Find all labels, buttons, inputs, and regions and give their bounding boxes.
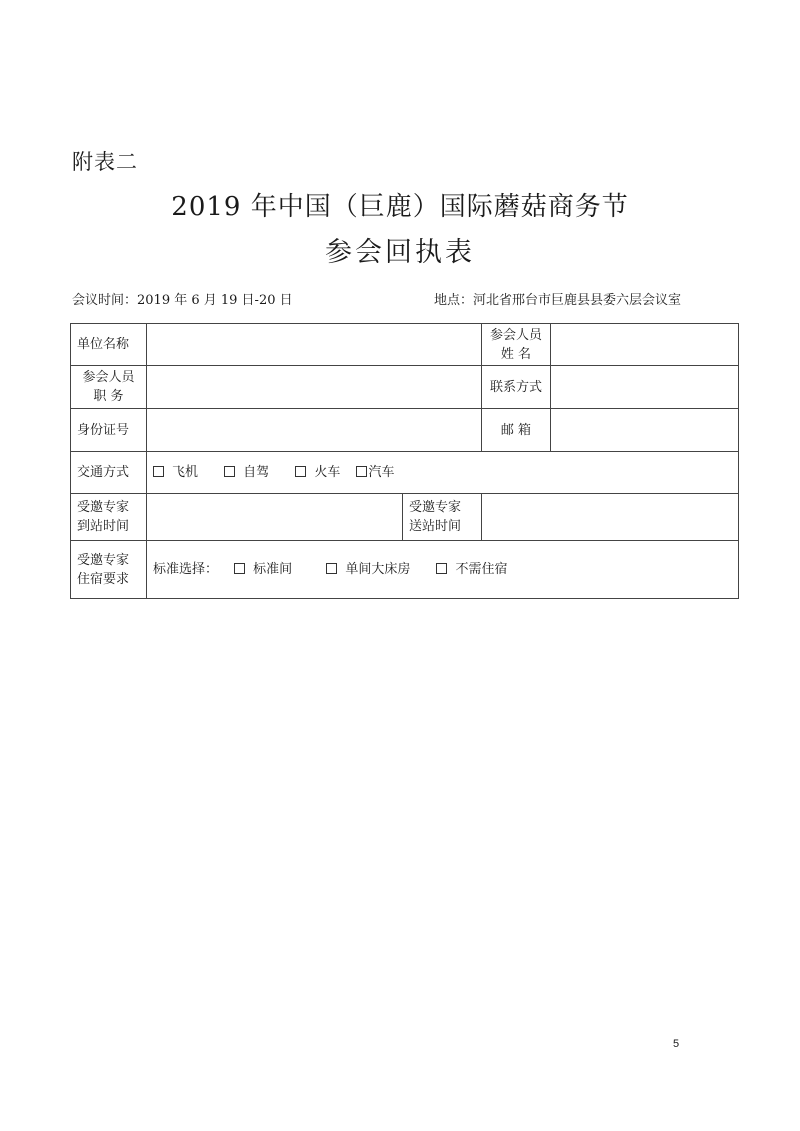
lodging-option-label: 单间大床房 bbox=[345, 562, 411, 577]
contact-field[interactable] bbox=[551, 366, 739, 409]
id-number-label: 身份证号 bbox=[71, 409, 147, 452]
form-row-transport bbox=[71, 452, 739, 494]
transport-option-train[interactable] bbox=[295, 463, 340, 482]
arrival-time-label-line2: 到站时间 bbox=[77, 519, 130, 534]
transport-option-label: 自驾 bbox=[243, 465, 270, 480]
checkbox-icon[interactable] bbox=[436, 563, 447, 574]
form-row-position bbox=[71, 366, 739, 409]
id-number-field[interactable] bbox=[147, 409, 482, 452]
arrival-time-label-line1: 受邀专家 bbox=[77, 500, 130, 515]
transport-options bbox=[147, 452, 739, 494]
lodging-label-line1: 受邀专家 bbox=[77, 552, 130, 568]
departure-time-field[interactable] bbox=[482, 494, 739, 541]
attendee-name-label-line1: 参会人员 bbox=[489, 327, 542, 343]
attendee-name-label bbox=[482, 324, 551, 366]
arrival-time-field[interactable] bbox=[147, 494, 403, 541]
attendee-position-field[interactable] bbox=[147, 366, 482, 409]
checkbox-icon[interactable] bbox=[295, 466, 306, 477]
transport-option-plane[interactable] bbox=[153, 463, 198, 482]
transport-option-drive[interactable] bbox=[224, 463, 269, 482]
email-label: 邮 箱 bbox=[482, 409, 551, 452]
checkbox-icon[interactable] bbox=[326, 563, 337, 574]
checkbox-icon[interactable] bbox=[234, 563, 245, 574]
attendee-name-label-line2: 姓 名 bbox=[500, 346, 532, 362]
transport-option-label: 火车 bbox=[314, 465, 341, 480]
meeting-time: 会议时间：2019 年 6 月 19 日-20 日 bbox=[72, 293, 293, 308]
attendee-position-label bbox=[71, 366, 147, 409]
unit-name-label: 单位名称 bbox=[71, 324, 147, 366]
page-number: 5 bbox=[673, 1038, 680, 1050]
unit-name-field[interactable] bbox=[147, 324, 482, 366]
lodging-label-line2: 住宿要求 bbox=[77, 571, 130, 587]
transport-option-label: 飞机 bbox=[172, 465, 199, 480]
attendee-position-label-line2: 职 务 bbox=[93, 389, 124, 404]
departure-time-label bbox=[403, 494, 482, 541]
form-row-pickup bbox=[71, 494, 739, 541]
lodging-label bbox=[71, 541, 147, 599]
checkbox-icon[interactable] bbox=[356, 466, 367, 477]
transport-option-label: 汽车 bbox=[368, 465, 395, 480]
checkbox-icon[interactable] bbox=[153, 466, 164, 477]
meeting-location: 地点：河北省邢台市巨鹿县县委六层会议室 bbox=[434, 293, 682, 308]
lodging-option-label: 标准间 bbox=[253, 562, 293, 577]
lodging-option-standard[interactable] bbox=[234, 560, 292, 579]
attendee-name-field[interactable] bbox=[551, 324, 739, 366]
contact-label: 联系方式 bbox=[482, 366, 551, 409]
lodging-options bbox=[147, 541, 739, 599]
lodging-option-single[interactable] bbox=[326, 560, 410, 579]
form-row-id bbox=[71, 409, 739, 452]
form-row-lodging bbox=[71, 541, 739, 599]
arrival-time-label bbox=[71, 494, 147, 541]
form-row-unit bbox=[71, 324, 739, 366]
lodging-option-none[interactable] bbox=[436, 560, 507, 579]
appendix-label: 附表二 bbox=[72, 150, 138, 174]
attendee-position-label-line1: 参会人员 bbox=[82, 370, 135, 385]
transport-option-bus[interactable] bbox=[356, 463, 394, 482]
email-field[interactable] bbox=[551, 409, 739, 452]
departure-time-label-line2: 送站时间 bbox=[409, 519, 462, 534]
document-subtitle: 参会回执表 bbox=[325, 237, 475, 268]
departure-time-label-line1: 受邀专家 bbox=[409, 500, 462, 515]
document-title: 2019 年中国（巨鹿）国际蘑菇商务节 bbox=[171, 192, 629, 222]
standard-selection-label: 标准选择： bbox=[153, 562, 219, 577]
lodging-option-label: 不需住宿 bbox=[455, 562, 508, 577]
checkbox-icon[interactable] bbox=[224, 466, 235, 477]
registration-form-table bbox=[70, 323, 739, 599]
transport-label: 交通方式 bbox=[71, 452, 147, 494]
